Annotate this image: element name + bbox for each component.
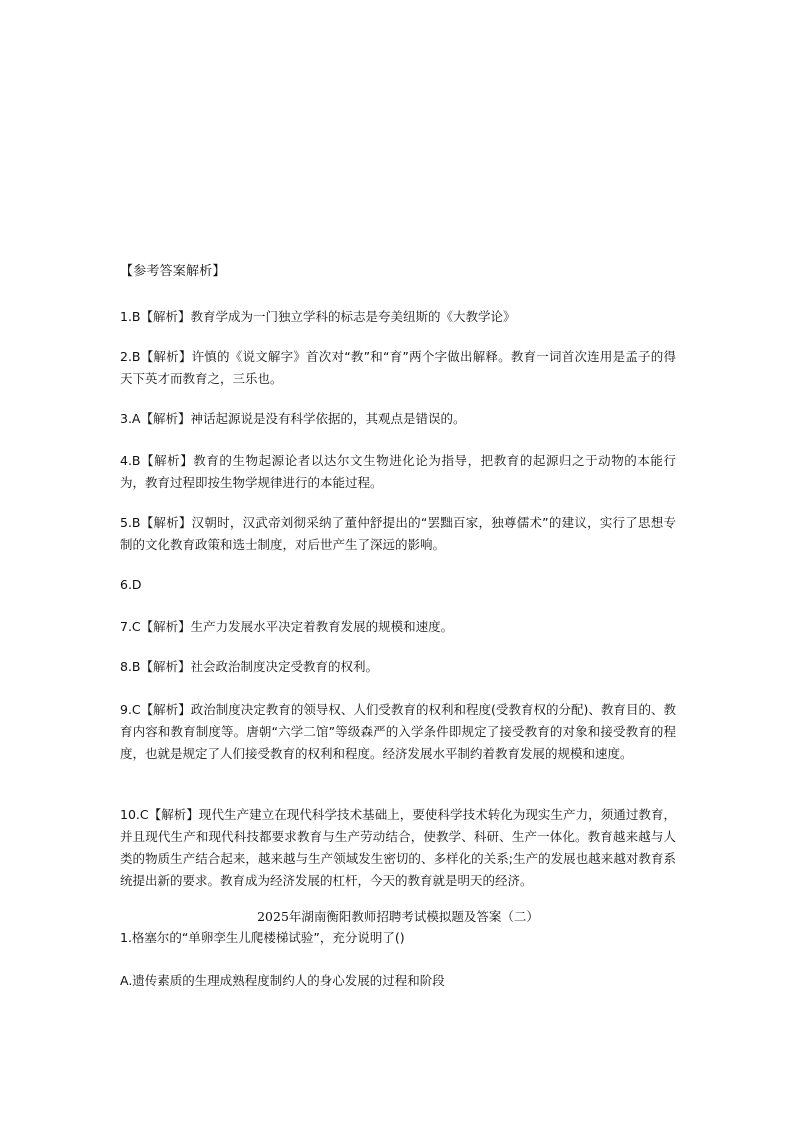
answer-item-1: 1.B【解析】教育学成为一门独立学科的标志是夸美纽斯的《大教学论》 xyxy=(120,309,516,324)
answer-key-heading: 【参考答案解析】 xyxy=(120,264,226,279)
answer-item-4: 4.B【解析】教育的生物起源论者以达尔文生物进化论为指导，把教育的起源归之于动物的本能行为，教育过程即按生物学规律进行的本能过程。 xyxy=(120,453,676,490)
answer-item-3: 3.A【解析】神话起源说是没有科学依据的，其观点是错误的。 xyxy=(120,411,466,426)
answer-item-2: 2.B【解析】许慎的《说文解字》首次对“教”和“育”两个字做出解释。教育一词首次连用是孟子的得天下英才而教育之，三乐也。 xyxy=(120,349,676,386)
answer-item-10: 10.C【解析】现代生产建立在现代科学技术基础上，要使科学技术转化为现实生产力，须通过教育，并且现代生产和现代科技都要求教育与生产劳动结合，使教学、科研、生产一体化。教育越来越与人类的物质生产结合起来，越来越与生产领域发生密切的、多样化的关系;生产的发展也越来越对教育系统提出新的要求。教育成为经济发展的杠杆，今天的教育就是明天的经济。 xyxy=(120,807,676,888)
answer-item-5: 5.B【解析】汉朝时，汉武帝刘彻采纳了董仲舒提出的“罢黜百家，独尊儒术”的建议，实行了思想专制的文化教育政策和选士制度，对后世产生了深远的影响。 xyxy=(120,515,676,552)
question-option-a: A.遗传素质的生理成熟程度制约人的身心发展的过程和阶段 xyxy=(120,973,445,988)
question-stem: 1.格塞尔的“单卵孪生儿爬楼梯试验”，充分说明了() xyxy=(120,930,405,945)
answer-item-8: 8.B【解析】社会政治制度决定受教育的权利。 xyxy=(120,659,379,674)
section-title: 2025年湖南衡阳教师招聘考试模拟题及答案（二） xyxy=(257,909,539,924)
answer-item-6: 6.D xyxy=(120,577,142,592)
answer-item-9: 9.C【解析】政治制度决定教育的领导权、人们受教育的权利和程度(受教育权的分配)、教育目的、教育内容和教育制度等。唐朝“六学二馆”等级森严的入学条件即规定了接受教育的对象和接受教育的程度，也就是规定了人们接受教育的权利和程度。经济发展水平制约着教育发展的规模和速度。 xyxy=(120,702,676,761)
answer-item-7: 7.C【解析】生产力发展水平决定着教育发展的规模和速度。 xyxy=(120,619,454,634)
